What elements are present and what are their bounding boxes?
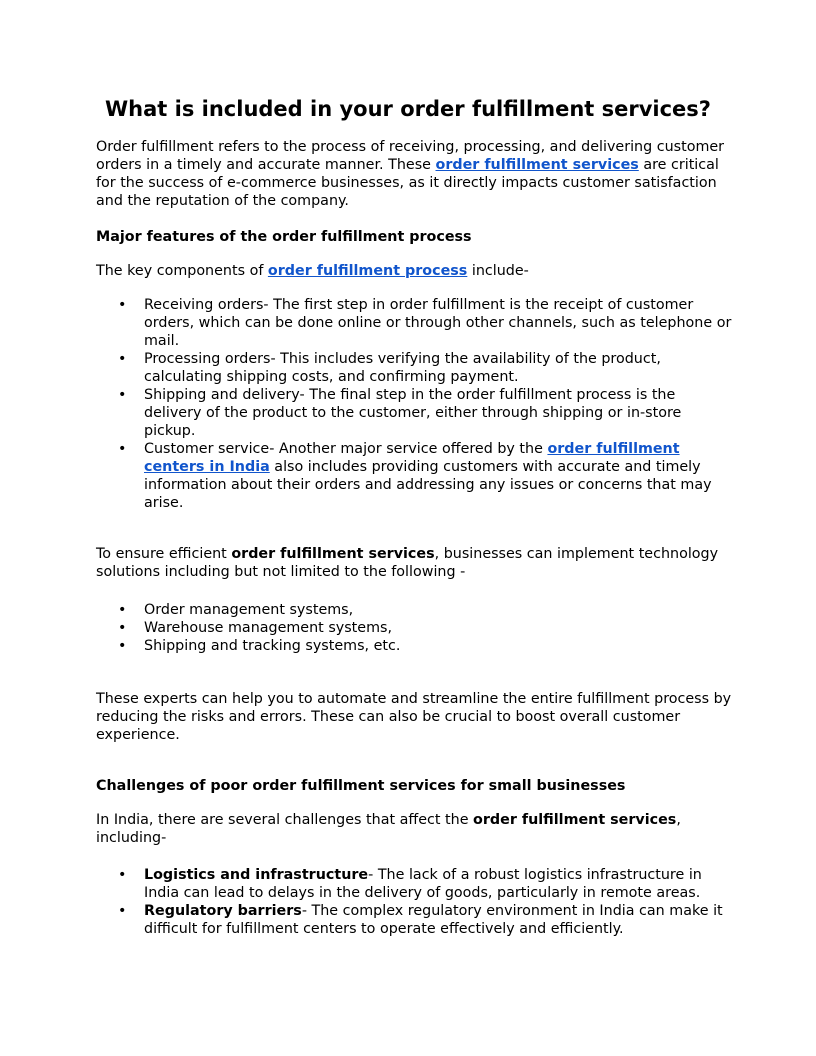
bullet-icon: • xyxy=(118,387,127,403)
components-list xyxy=(96,296,736,512)
bullet-icon: • xyxy=(118,638,127,654)
list-item: • Logistics and infrastructure- The lack of a robust logistics infrastructure in India can lead to delays in the delivery of goods, particularly in remote areas. xyxy=(118,867,702,901)
bullet-icon: • xyxy=(118,297,127,313)
india-paragraph: In India, there are several challenges that affect the order fulfillment services, including- xyxy=(96,812,681,846)
list-item: • Regulatory barriers- The complex regulatory environment in India can make it difficult for fulfillment centers to operate effectively and efficiently. xyxy=(118,903,723,937)
list-item: • Processing orders- This includes verifying the availability of the product, calculating shipping costs, and confirming payment. xyxy=(118,351,661,385)
order-fulfillment-services-link[interactable]: order fulfillment services xyxy=(435,157,639,173)
list-item: • Order management systems, xyxy=(118,602,354,618)
list-item: • Warehouse management systems, xyxy=(118,620,392,636)
challenges-list xyxy=(96,866,736,938)
list-item: • Shipping and tracking systems, etc. xyxy=(118,638,401,654)
order-fulfillment-process-link[interactable]: order fulfillment process xyxy=(267,263,468,279)
list-item: • Receiving orders- The first step in order fulfillment is the receipt of customer orders, which can be done online or through other channels, such as telephone or mail. xyxy=(118,297,732,349)
tech-solutions-list xyxy=(96,601,736,655)
key-components-paragraph: The key components of order fulfillment process include- xyxy=(96,263,529,279)
list-item: • Customer service- Another major service offered by the order fulfillment centers in India also includes providing customers with accurate and timely information about their orders and addressing any issues or concerns that may arise. xyxy=(118,441,712,511)
intro-paragraph: Order fulfillment refers to the process of receiving, processing, and delivering customer orders in a timely and accurate manner. These order fulfillment services are critical for the success of e-commerce businesses, as it directly impacts customer satisfaction and the reputation of the company. xyxy=(96,139,725,209)
features-heading: Major features of the order fulfillment process xyxy=(96,229,472,245)
bullet-icon: • xyxy=(118,903,127,919)
list-item: • Shipping and delivery- The final step in the order fulfillment process is the delivery of the product to the customer, either through shipping or in-store pickup. xyxy=(118,387,682,439)
efficient-paragraph: To ensure efficient order fulfillment services, businesses can implement technology solutions including but not limited to the following - xyxy=(96,546,719,580)
bullet-icon: • xyxy=(118,441,127,457)
bullet-icon: • xyxy=(118,867,127,883)
experts-paragraph: These experts can help you to automate and streamline the entire fulfillment process by reducing the risks and errors. These can also be crucial to boost overall customer experience. xyxy=(96,691,732,743)
page-title: What is included in your order fulfillment services? xyxy=(105,97,711,121)
fulfillment-centers-india-link[interactable]: order fulfillment centers in India xyxy=(144,441,680,475)
bullet-icon: • xyxy=(118,602,127,618)
bullet-icon: • xyxy=(118,620,127,636)
bullet-icon: • xyxy=(118,351,127,367)
challenges-heading: Challenges of poor order fulfillment services for small businesses xyxy=(96,778,626,794)
